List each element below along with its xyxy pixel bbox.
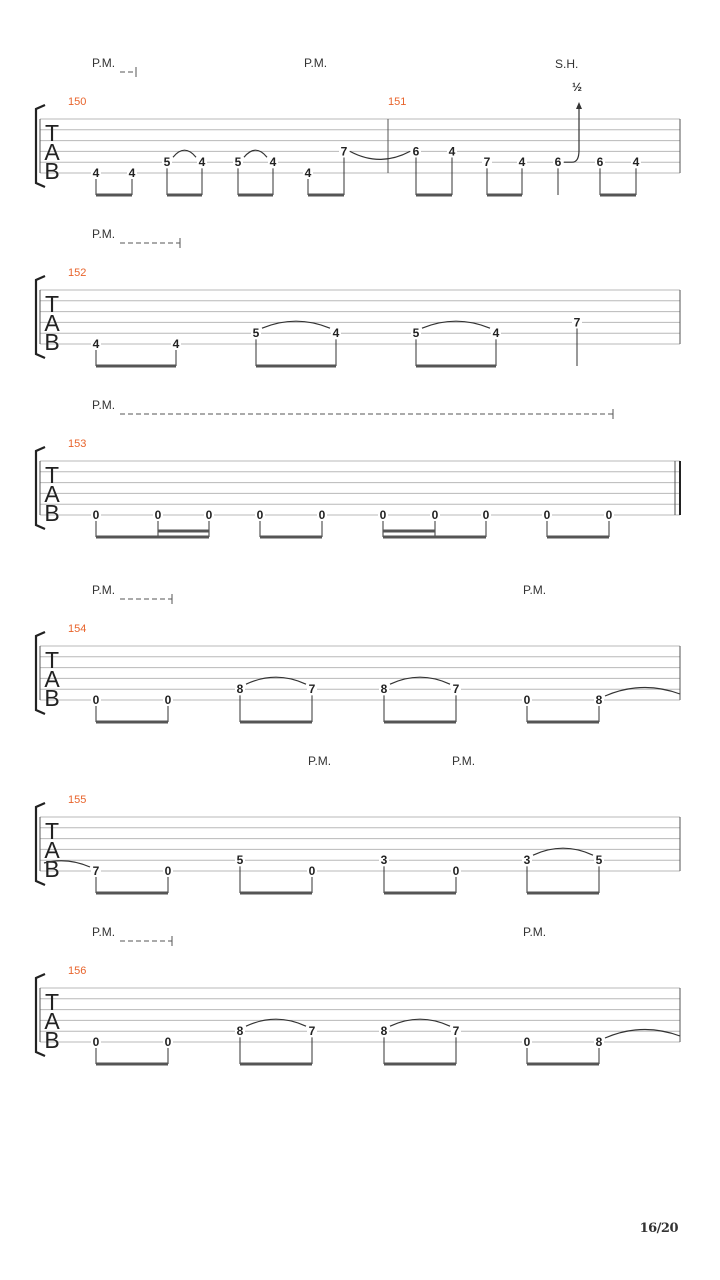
fret-number: 6 (596, 155, 604, 170)
fret-number: 4 (332, 326, 340, 341)
fret-number: 4 (172, 337, 180, 351)
fret-number: 5 (412, 326, 420, 341)
fret-number: 0 (164, 864, 172, 878)
fret-number: 8 (380, 1024, 388, 1039)
fret-number: 0 (431, 508, 439, 522)
tab-clef-letter: B (44, 158, 60, 184)
fret-number: 7 (483, 155, 491, 170)
fret-number: 0 (92, 508, 100, 522)
fret-number: 4 (448, 144, 456, 159)
fret-number: 7 (452, 682, 460, 697)
fret-number: 5 (163, 155, 171, 170)
palm-mute-label: P.M. (523, 583, 547, 597)
fret-number: 0 (154, 508, 162, 522)
fret-number: 0 (164, 1035, 172, 1049)
fret-number: 0 (92, 1035, 100, 1049)
fret-number: 5 (595, 853, 603, 868)
fret-number: 3 (380, 853, 388, 868)
slide-hammer-label: S.H. (555, 57, 579, 71)
fret-number: 8 (236, 682, 244, 697)
fret-number: 4 (92, 166, 100, 180)
tab-clef-letter: B (44, 1027, 60, 1053)
fret-number: 5 (252, 326, 260, 341)
fret-number: 3 (523, 853, 531, 868)
tab-clef-letter: T (44, 291, 60, 317)
fret-number: 0 (164, 693, 172, 707)
tab-clef-letter: A (44, 1008, 60, 1034)
measure-number: 155 (68, 794, 87, 806)
fret-number: 0 (379, 508, 387, 522)
fret-number: 0 (523, 693, 531, 707)
fret-number: 5 (236, 853, 244, 868)
palm-mute-label: P.M. (92, 583, 116, 597)
fret-number: 4 (128, 166, 136, 180)
palm-mute-label: P.M. (523, 925, 547, 939)
fret-number: 4 (92, 337, 100, 351)
tab-clef-letter: T (44, 462, 60, 488)
fret-number: 8 (236, 1024, 244, 1039)
fret-number: 0 (318, 508, 326, 522)
fret-number: 7 (308, 682, 316, 697)
palm-mute-label: P.M. (92, 925, 116, 939)
bend-arrow (564, 107, 579, 162)
fret-number: 4 (198, 155, 206, 170)
tab-clef-letter: A (44, 139, 60, 165)
tab-clef-letter: A (44, 666, 60, 692)
fret-number: 7 (92, 864, 100, 878)
tie (350, 151, 410, 159)
tab-clef-letter: A (44, 310, 60, 336)
measure-number: 156 (68, 965, 87, 977)
fret-number: 0 (482, 508, 490, 522)
fret-number: 4 (492, 326, 500, 341)
bend-amount-label: ½ (572, 80, 583, 94)
fret-number: 0 (205, 508, 213, 522)
fret-number: 6 (412, 144, 420, 159)
tab-clef-letter: B (44, 856, 60, 882)
fret-number: 4 (518, 155, 526, 170)
tab-clef-letter: T (44, 818, 60, 844)
tab-clef-letter: T (44, 647, 60, 673)
palm-mute-label: P.M. (92, 398, 116, 412)
fret-number: 8 (380, 682, 388, 697)
bend-arrow-head (576, 102, 582, 109)
fret-number: 7 (340, 144, 348, 159)
fret-number: 6 (554, 155, 562, 170)
fret-number: 5 (234, 155, 242, 170)
palm-mute-label: P.M. (92, 227, 116, 241)
fret-number: 8 (595, 1035, 603, 1049)
fret-number: 0 (543, 508, 551, 522)
palm-mute-label: P.M. (452, 754, 476, 768)
fret-number: 7 (308, 1024, 316, 1039)
fret-number: 0 (523, 1035, 531, 1049)
palm-mute-label: P.M. (308, 754, 332, 768)
page-number: 16/20 (639, 1221, 678, 1236)
fret-number: 8 (595, 693, 603, 707)
fret-number: 0 (92, 693, 100, 707)
tab-clef-letter: A (44, 481, 60, 507)
palm-mute-label: P.M. (92, 56, 116, 70)
measure-number: 153 (68, 438, 87, 450)
tab-clef-letter: T (44, 120, 60, 146)
tab-clef-letter: T (44, 989, 60, 1015)
tab-clef-letter: B (44, 685, 60, 711)
tab-clef-letter: A (44, 837, 60, 863)
fret-number: 7 (573, 315, 581, 330)
measure-number: 151 (388, 96, 407, 108)
fret-number: 7 (452, 1024, 460, 1039)
measure-number: 152 (68, 267, 87, 279)
tab-clef-letter: B (44, 500, 60, 526)
fret-number: 0 (308, 864, 316, 878)
fret-number: 0 (452, 864, 460, 878)
palm-mute-label: P.M. (304, 56, 328, 70)
measure-number: 150 (68, 96, 87, 108)
fret-number: 4 (304, 166, 312, 180)
fret-number: 0 (256, 508, 264, 522)
fret-number: 0 (605, 508, 613, 522)
fret-number: 4 (269, 155, 277, 170)
fret-number: 4 (632, 155, 640, 170)
tab-clef-letter: B (44, 329, 60, 355)
measure-number: 154 (68, 623, 87, 635)
